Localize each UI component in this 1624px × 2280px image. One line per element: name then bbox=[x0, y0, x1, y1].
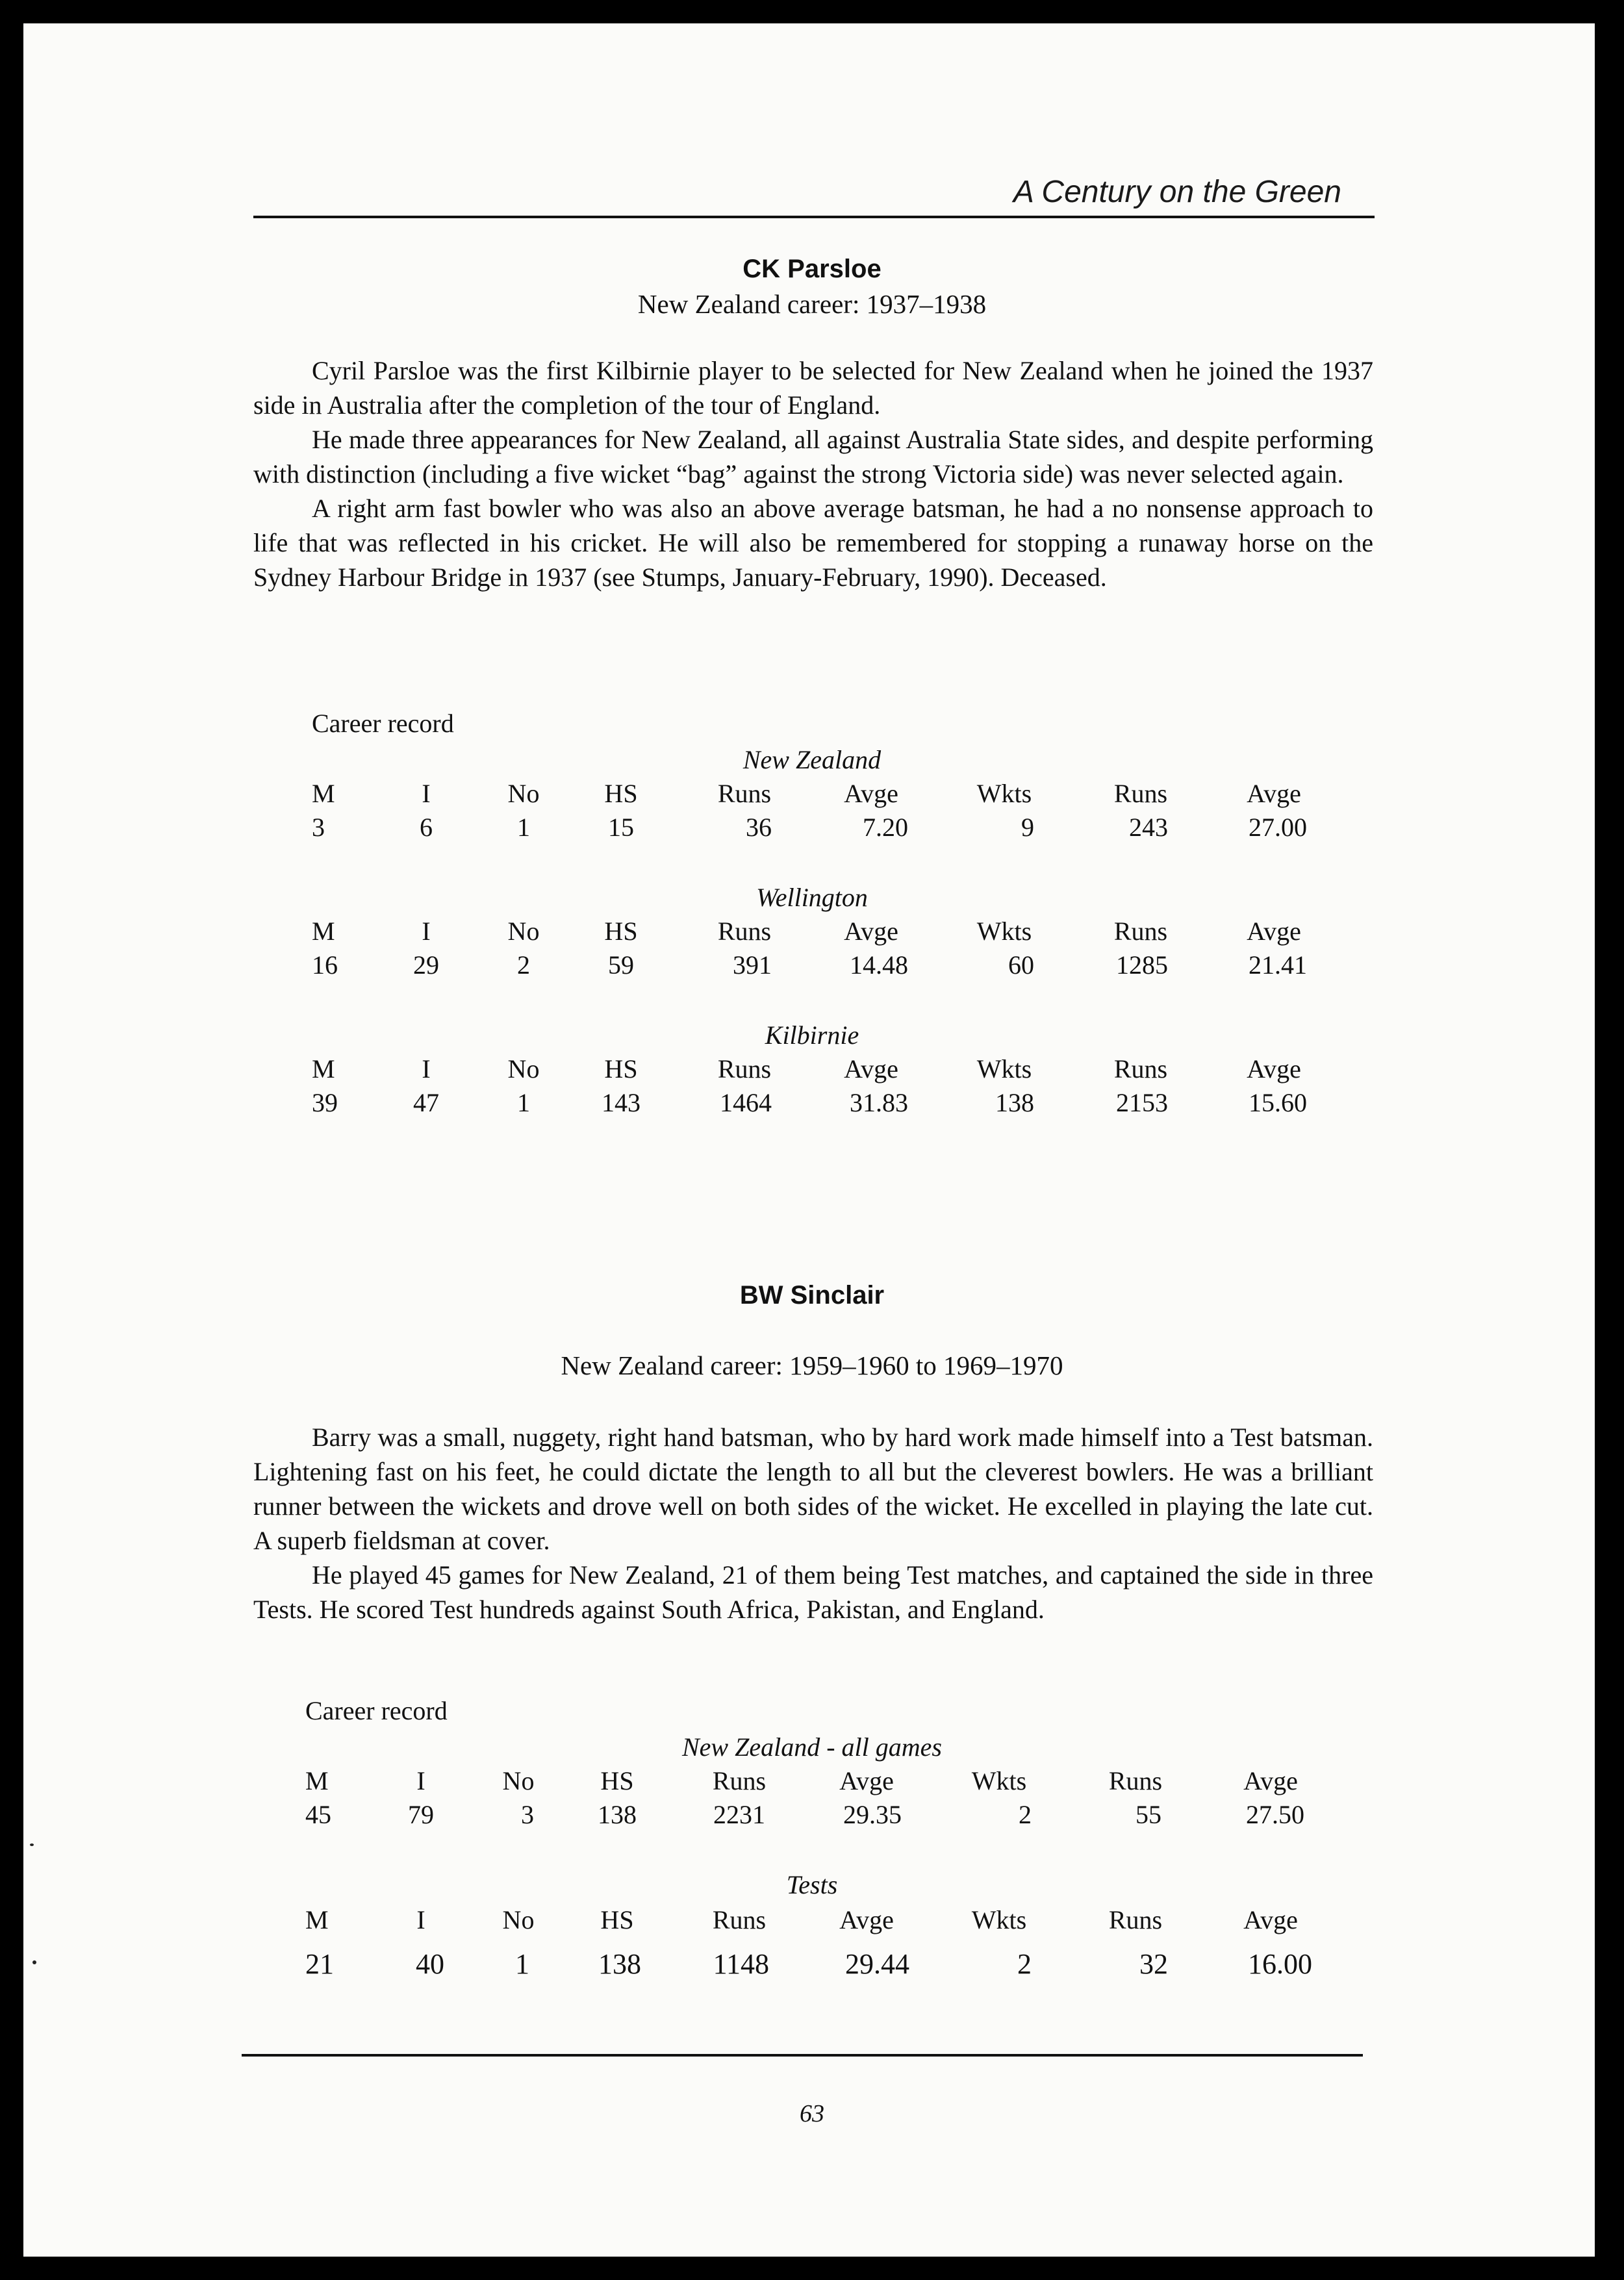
stat-not-outs: 1 bbox=[515, 1948, 529, 1980]
header-runs-conceded: Runs bbox=[1108, 1905, 1163, 1934]
stat-runs: 391 bbox=[733, 950, 772, 980]
bio-paragraph: A right arm fast bowler who was also an above average batsman, he had a no nonsense approach to life that was reflected in his cricket. He will also be remembered for stopping a runaway horse on the Sydney Harbour Bridge in 1937 (see Stumps, January-February, 1990). Deceased. bbox=[253, 494, 1373, 592]
header-highest-score: HS bbox=[604, 779, 638, 808]
stats-header-row bbox=[23, 1766, 1595, 1798]
header-matches: M bbox=[312, 1054, 335, 1083]
header-runs: Runs bbox=[712, 1905, 767, 1934]
stat-runs: 1464 bbox=[720, 1088, 772, 1117]
stats-value-row bbox=[23, 1947, 1595, 1980]
header-average: Avge bbox=[844, 1054, 898, 1083]
stat-runs: 36 bbox=[746, 813, 772, 842]
header-wickets: Wkts bbox=[976, 917, 1032, 946]
player-bio bbox=[253, 1420, 1373, 1627]
header-innings: I bbox=[422, 1054, 431, 1083]
header-runs-conceded: Runs bbox=[1108, 1766, 1163, 1795]
stat-highest-score: 138 bbox=[598, 1948, 641, 1980]
stat-wickets: 60 bbox=[1008, 950, 1034, 980]
stats-value-row bbox=[23, 812, 1595, 844]
stat-wickets: 138 bbox=[995, 1088, 1034, 1117]
stat-wickets: 9 bbox=[1021, 813, 1034, 842]
stat-runs-conceded: 55 bbox=[1136, 1800, 1161, 1829]
stat-highest-score: 59 bbox=[608, 950, 634, 980]
stat-bowling-average: 15.60 bbox=[1249, 1088, 1307, 1117]
header-matches: M bbox=[312, 779, 335, 808]
header-runs-conceded: Runs bbox=[1113, 917, 1168, 946]
header-runs-conceded: Runs bbox=[1113, 1054, 1168, 1083]
header-highest-score: HS bbox=[604, 917, 638, 946]
header-bowling-average: Avge bbox=[1247, 1054, 1301, 1083]
stat-highest-score: 143 bbox=[602, 1088, 641, 1117]
stat-runs-conceded: 2153 bbox=[1116, 1088, 1168, 1117]
stat-matches: 3 bbox=[312, 813, 325, 842]
header-not-outs: No bbox=[507, 917, 540, 946]
header-highest-score: HS bbox=[600, 1766, 634, 1795]
stats-header-row bbox=[23, 778, 1595, 811]
header-average: Avge bbox=[844, 917, 898, 946]
stat-runs: 1148 bbox=[713, 1948, 769, 1980]
player-name: BW Sinclair bbox=[739, 1281, 885, 1310]
stat-innings: 6 bbox=[420, 813, 433, 842]
stats-value-row bbox=[23, 1799, 1595, 1832]
stats-section-heading: Tests bbox=[786, 1870, 838, 1899]
stat-bowling-average: 27.00 bbox=[1249, 813, 1307, 842]
stat-innings: 47 bbox=[413, 1088, 439, 1117]
footer-rule bbox=[242, 2054, 1363, 2057]
stat-bowling-average: 21.41 bbox=[1249, 950, 1307, 980]
stat-matches: 16 bbox=[312, 950, 338, 980]
stats-section-heading: Kilbirnie bbox=[765, 1020, 859, 1050]
stats-value-row bbox=[23, 950, 1595, 982]
header-bowling-average: Avge bbox=[1243, 1905, 1298, 1934]
header-rule bbox=[253, 216, 1375, 218]
stats-header-row bbox=[23, 916, 1595, 948]
header-wickets: Wkts bbox=[976, 779, 1032, 808]
bio-paragraph: He played 45 games for New Zealand, 21 of them being Test matches, and captained the side in three Tests. He scored Test hundreds against South Africa, Pakistan, and England. bbox=[253, 1560, 1373, 1624]
header-innings: I bbox=[416, 1766, 425, 1795]
stat-runs-conceded: 32 bbox=[1139, 1948, 1168, 1980]
stats-value-row bbox=[23, 1087, 1595, 1120]
stats-section-heading: Wellington bbox=[756, 883, 868, 912]
stat-bowling-average: 16.00 bbox=[1248, 1948, 1312, 1980]
career-span: New Zealand career: 1959–1960 to 1969–1970 bbox=[561, 1350, 1063, 1380]
header-runs: Runs bbox=[712, 1766, 767, 1795]
player-name: CK Parsloe bbox=[742, 255, 882, 283]
stat-highest-score: 138 bbox=[598, 1800, 637, 1829]
career-record-title: Career record bbox=[312, 709, 454, 738]
header-innings: I bbox=[422, 917, 431, 946]
stat-average: 7.20 bbox=[863, 813, 908, 842]
header-average: Avge bbox=[839, 1766, 894, 1795]
header-wickets: Wkts bbox=[976, 1054, 1032, 1083]
header-average: Avge bbox=[844, 779, 898, 808]
stat-runs: 2231 bbox=[713, 1800, 765, 1829]
stats-section-heading: New Zealand bbox=[742, 745, 882, 774]
document-page bbox=[23, 23, 1595, 2257]
scan-speck bbox=[30, 1843, 34, 1846]
header-matches: M bbox=[312, 917, 335, 946]
stat-matches: 39 bbox=[312, 1088, 338, 1117]
header-not-outs: No bbox=[507, 779, 540, 808]
header-runs: Runs bbox=[717, 779, 772, 808]
header-runs: Runs bbox=[717, 917, 772, 946]
stat-innings: 40 bbox=[416, 1948, 444, 1980]
header-runs-conceded: Runs bbox=[1113, 779, 1168, 808]
stat-innings: 79 bbox=[408, 1800, 434, 1829]
header-highest-score: HS bbox=[604, 1054, 638, 1083]
header-bowling-average: Avge bbox=[1247, 917, 1301, 946]
stat-average: 29.35 bbox=[843, 1800, 902, 1829]
header-wickets: Wkts bbox=[971, 1905, 1027, 1934]
header-innings: I bbox=[416, 1905, 425, 1934]
header-not-outs: No bbox=[502, 1905, 535, 1934]
header-matches: M bbox=[305, 1766, 329, 1795]
stat-average: 14.48 bbox=[850, 950, 908, 980]
header-wickets: Wkts bbox=[971, 1766, 1027, 1795]
header-highest-score: HS bbox=[600, 1905, 634, 1934]
stat-wickets: 2 bbox=[1017, 1948, 1032, 1980]
bio-paragraph: Barry was a small, nuggety, right hand batsman, who by hard work made himself into a Test batsman. Lightening fast on his feet, he could dictate the length to all but the cleverest bowlers. He was a brilliant runner between the wickets and drove well on both sides of the wicket. He excelled in playing the late cut. A superb fieldsman at cover. bbox=[253, 1423, 1373, 1555]
header-matches: M bbox=[305, 1905, 329, 1934]
stat-runs-conceded: 1285 bbox=[1116, 950, 1168, 980]
stat-not-outs: 2 bbox=[517, 950, 530, 980]
stat-matches: 45 bbox=[305, 1800, 331, 1829]
stat-not-outs: 1 bbox=[517, 813, 530, 842]
stat-wickets: 2 bbox=[1019, 1800, 1032, 1829]
stat-highest-score: 15 bbox=[608, 813, 634, 842]
player-bio bbox=[253, 353, 1373, 594]
header-not-outs: No bbox=[507, 1054, 540, 1083]
header-innings: I bbox=[422, 779, 431, 808]
header-runs: Runs bbox=[717, 1054, 772, 1083]
career-record-title: Career record bbox=[305, 1696, 448, 1725]
header-average: Avge bbox=[839, 1905, 894, 1934]
stat-bowling-average: 27.50 bbox=[1246, 1800, 1304, 1829]
header-not-outs: No bbox=[502, 1766, 535, 1795]
stats-header-row bbox=[23, 1905, 1595, 1937]
page-number: 63 bbox=[800, 2100, 824, 2127]
stat-runs-conceded: 243 bbox=[1129, 813, 1168, 842]
bio-paragraph: He made three appearances for New Zealand, all against Australia State sides, and despite performing with distinction (including a five wicket “bag” against the strong Victoria side) was never selected again. bbox=[253, 425, 1373, 488]
scan-speck bbox=[32, 1960, 36, 1964]
career-span: New Zealand career: 1937–1938 bbox=[637, 289, 987, 319]
stat-innings: 29 bbox=[413, 950, 439, 980]
stats-header-row bbox=[23, 1054, 1595, 1086]
header-bowling-average: Avge bbox=[1247, 779, 1301, 808]
stat-average: 31.83 bbox=[850, 1088, 908, 1117]
bio-paragraph: Cyril Parsloe was the first Kilbirnie player to be selected for New Zealand when he joined the 1937 side in Australia after the completion of the tour of England. bbox=[253, 356, 1373, 420]
stat-average: 29.44 bbox=[845, 1948, 909, 1980]
stat-not-outs: 3 bbox=[521, 1800, 534, 1829]
stat-matches: 21 bbox=[305, 1948, 334, 1980]
stat-not-outs: 1 bbox=[517, 1088, 530, 1117]
running-head: A Century on the Green bbox=[1013, 175, 1341, 209]
header-bowling-average: Avge bbox=[1243, 1766, 1298, 1795]
stats-section-heading: New Zealand - all games bbox=[682, 1732, 942, 1762]
